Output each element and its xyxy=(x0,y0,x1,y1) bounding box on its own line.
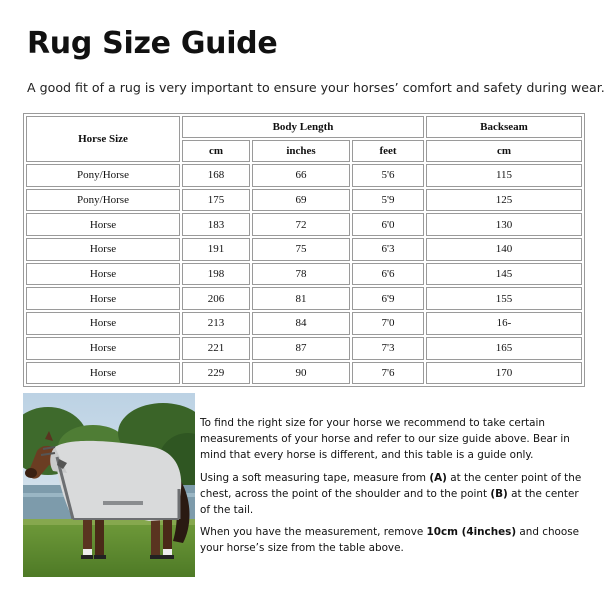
table-row xyxy=(26,189,582,212)
header-inches: inches xyxy=(252,140,350,162)
cell-cm: 175 xyxy=(182,189,250,212)
cell-size: Horse xyxy=(26,287,180,310)
cell-inches: 66 xyxy=(252,164,350,187)
cell-backseam: 115 xyxy=(426,164,582,187)
page-title: Rug Size Guide xyxy=(27,26,278,61)
table-row xyxy=(26,312,582,335)
cell-inches: 72 xyxy=(252,213,350,236)
cell-feet: 6'0 xyxy=(352,213,424,236)
cell-inches: 69 xyxy=(252,189,350,212)
cell-inches: 84 xyxy=(252,312,350,335)
header-cm: cm xyxy=(182,140,250,162)
table-row xyxy=(26,164,582,187)
header-backseam-cm: cm xyxy=(426,140,582,162)
header-body-length: Body Length xyxy=(182,116,424,138)
cell-feet: 7'0 xyxy=(352,312,424,335)
cell-cm: 206 xyxy=(182,287,250,310)
cell-inches: 87 xyxy=(252,337,350,360)
cell-size: Horse xyxy=(26,362,180,385)
cell-cm: 191 xyxy=(182,238,250,261)
cell-cm: 221 xyxy=(182,337,250,360)
header-horse-size: Horse Size xyxy=(26,116,180,162)
cell-inches: 78 xyxy=(252,263,350,286)
cell-cm: 213 xyxy=(182,312,250,335)
cell-inches: 90 xyxy=(252,362,350,385)
cell-cm: 198 xyxy=(182,263,250,286)
instructions-paragraph-2: Using a soft measuring tape, measure from (A) at the center point of the chest, across the point of the shoulder and to the point (B) at the center of the tail. xyxy=(200,471,582,517)
header-feet: feet xyxy=(352,140,424,162)
cell-inches: 75 xyxy=(252,238,350,261)
cell-size: Horse xyxy=(26,337,180,360)
table-row xyxy=(26,287,582,310)
cell-cm: 168 xyxy=(182,164,250,187)
cell-size: Pony/Horse xyxy=(26,189,180,212)
instructions-paragraph-3: When you have the measurement, remove 10cm (4inches) and choose your horse’s size from the table above. xyxy=(200,526,580,555)
header-backseam: Backseam xyxy=(426,116,582,138)
cell-backseam: 125 xyxy=(426,189,582,212)
instructions xyxy=(200,415,590,563)
cell-backseam: 130 xyxy=(426,213,582,236)
cell-size: Horse xyxy=(26,238,180,261)
instructions-paragraph-1: To find the right size for your horse we recommend to take certain measurements of your horse and refer to our size guide above. Bear in mind that every horse is different, and this table is a guide only. xyxy=(200,417,570,462)
cell-feet: 6'9 xyxy=(352,287,424,310)
page-subtitle: A good fit of a rug is very important to ensure your horses’ comfort and safety during wear. xyxy=(27,80,605,95)
horse-in-rug-photo xyxy=(23,393,195,577)
size-table xyxy=(23,113,585,387)
table-row xyxy=(26,213,582,236)
cell-backseam: 145 xyxy=(426,263,582,286)
table-row xyxy=(26,263,582,286)
cell-backseam: 165 xyxy=(426,337,582,360)
cell-feet: 6'3 xyxy=(352,238,424,261)
cell-feet: 7'3 xyxy=(352,337,424,360)
cell-size: Pony/Horse xyxy=(26,164,180,187)
cell-backseam: 155 xyxy=(426,287,582,310)
cell-feet: 5'9 xyxy=(352,189,424,212)
cell-size: Horse xyxy=(26,213,180,236)
cell-cm: 229 xyxy=(182,362,250,385)
cell-backseam: 140 xyxy=(426,238,582,261)
cell-feet: 7'6 xyxy=(352,362,424,385)
cell-cm: 183 xyxy=(182,213,250,236)
cell-backseam: 170 xyxy=(426,362,582,385)
table-row xyxy=(26,238,582,261)
table-row xyxy=(26,337,582,360)
cell-feet: 5'6 xyxy=(352,164,424,187)
cell-inches: 81 xyxy=(252,287,350,310)
cell-size: Horse xyxy=(26,263,180,286)
table-row xyxy=(26,362,582,385)
cell-backseam: 16- xyxy=(426,312,582,335)
cell-feet: 6'6 xyxy=(352,263,424,286)
cell-size: Horse xyxy=(26,312,180,335)
